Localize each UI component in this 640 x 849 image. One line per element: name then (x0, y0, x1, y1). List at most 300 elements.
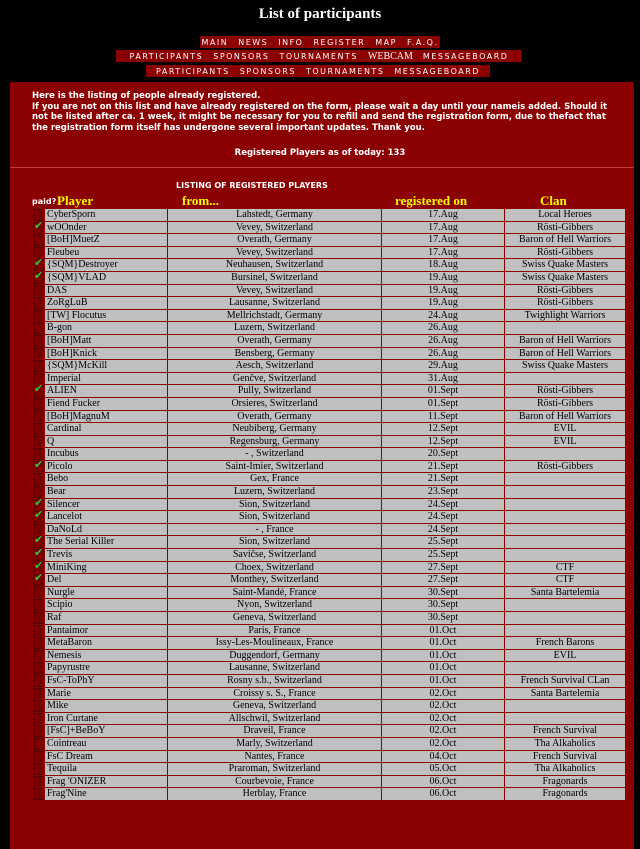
player-cell: Cardinal (45, 423, 167, 435)
paid-cell (33, 536, 44, 548)
date-cell: 21.Sept (382, 461, 504, 473)
table-row (33, 713, 625, 725)
table-row (33, 234, 625, 246)
checkmark-icon (33, 335, 44, 347)
table-row (33, 688, 625, 700)
checkmark-icon (33, 637, 44, 649)
paid-cell (33, 713, 44, 725)
date-cell: 24.Aug (382, 310, 504, 322)
nav-map[interactable]: MAP (375, 37, 397, 47)
player-cell: Tequila (45, 763, 167, 775)
player-cell: {SQM}McKill (45, 360, 167, 372)
paid-cell (33, 348, 44, 360)
player-cell: [BoH]Matt (45, 335, 167, 347)
clan-cell: Rösti-Gibbers (505, 222, 625, 234)
paid-cell (33, 738, 44, 750)
checkmark-icon (33, 423, 44, 435)
paid-cell (33, 234, 44, 246)
table-row (33, 310, 625, 322)
table-row (33, 209, 625, 221)
nav-sponsors[interactable]: SPONSORS (213, 51, 270, 61)
intro-line-1: Here is the listing of people already registered. (32, 91, 261, 101)
date-cell: 30.Sept (382, 587, 504, 599)
player-cell: FsC-ToPhY (45, 675, 167, 687)
paid-cell (33, 247, 44, 259)
table-row (33, 587, 625, 599)
clan-cell: Swiss Quake Masters (505, 360, 625, 372)
paid-cell (33, 373, 44, 385)
checkmark-icon (33, 385, 44, 397)
date-cell: 17.Aug (382, 234, 504, 246)
table-row (33, 549, 625, 561)
paid-cell (33, 411, 44, 423)
clan-cell (505, 599, 625, 611)
checkmark-icon (33, 662, 44, 674)
nav-row-3 (146, 65, 490, 77)
from-cell: Mellrichstadt, Germany (168, 310, 381, 322)
from-cell: Geneva, Switzerland (168, 612, 381, 624)
clan-cell: Rösti-Gibbers (505, 297, 625, 309)
paid-cell (33, 776, 44, 788)
paid-cell (33, 461, 44, 473)
clan-cell (505, 448, 625, 460)
table-row (33, 335, 625, 347)
paid-cell (33, 272, 44, 284)
from-cell: Choex, Switzerland (168, 562, 381, 574)
date-cell: 05.Oct (382, 763, 504, 775)
clan-cell: French Survival CLan (505, 675, 625, 687)
player-cell: DaNoLd (45, 524, 167, 536)
date-cell: 24.Sept (382, 511, 504, 523)
player-cell: Bear (45, 486, 167, 498)
from-cell: Regensburg, Germany (168, 436, 381, 448)
date-cell: 25.Sept (382, 536, 504, 548)
header-player: Player (57, 193, 94, 208)
from-cell: Nantes, France (168, 751, 381, 763)
from-cell: Duggendorf, Germany (168, 650, 381, 662)
checkmark-icon (33, 259, 44, 271)
from-cell: Lausanne, Switzerland (168, 662, 381, 674)
clan-cell (505, 549, 625, 561)
date-cell: 12.Sept (382, 423, 504, 435)
checkmark-icon (33, 700, 44, 712)
player-cell: Cointreau (45, 738, 167, 750)
table-row (33, 574, 625, 586)
paid-cell (33, 335, 44, 347)
clan-cell: Local Heroes (505, 209, 625, 221)
date-cell: 26.Aug (382, 348, 504, 360)
player-cell: Lancelot (45, 511, 167, 523)
from-cell: - , France (168, 524, 381, 536)
date-cell: 21.Sept (382, 473, 504, 485)
clan-cell: French Survival (505, 751, 625, 763)
date-cell: 19.Aug (382, 272, 504, 284)
from-cell: Overath, Germany (168, 234, 381, 246)
checkmark-icon (33, 360, 44, 372)
table-row (33, 448, 625, 460)
clan-cell: Baron of Hell Warriors (505, 335, 625, 347)
clan-cell: Baron of Hell Warriors (505, 348, 625, 360)
date-cell: 02.Oct (382, 738, 504, 750)
clan-cell (505, 612, 625, 624)
player-cell: [BoH]Knick (45, 348, 167, 360)
paid-cell (33, 310, 44, 322)
date-cell: 01.Oct (382, 650, 504, 662)
paid-cell (33, 473, 44, 485)
player-cell: Marie (45, 688, 167, 700)
checkmark-icon (33, 713, 44, 725)
date-cell: 12.Sept (382, 436, 504, 448)
date-cell: 17.Aug (382, 222, 504, 234)
player-cell: Nurgle (45, 587, 167, 599)
player-cell: MetaBaron (45, 637, 167, 649)
paid-cell (33, 524, 44, 536)
clan-cell (505, 499, 625, 511)
paid-cell (33, 285, 44, 297)
date-cell: 19.Aug (382, 285, 504, 297)
from-cell: Neuhausen, Switzerland (168, 259, 381, 271)
paid-cell (33, 549, 44, 561)
date-cell: 29.Aug (382, 360, 504, 372)
checkmark-icon (33, 763, 44, 775)
player-cell: CyberSporn (45, 209, 167, 221)
checkmark-icon (33, 322, 44, 334)
clan-cell: EVIL (505, 650, 625, 662)
paid-cell (33, 259, 44, 271)
checkmark-icon (33, 788, 44, 800)
nav-register[interactable]: REGISTER (313, 37, 366, 47)
player-cell: B-gon (45, 322, 167, 334)
clan-cell: Swiss Quake Masters (505, 259, 625, 271)
player-cell: [BoH]MagnuM (45, 411, 167, 423)
date-cell: 02.Oct (382, 713, 504, 725)
player-cell: Scipio (45, 599, 167, 611)
from-cell: Lahstedt, Germany (168, 209, 381, 221)
date-cell: 01.Sept (382, 398, 504, 410)
from-cell: Vevey, Switzerland (168, 222, 381, 234)
from-cell: Rosny s.b., Switzerland (168, 675, 381, 687)
clan-cell: French Barons (505, 637, 625, 649)
clan-cell: Rösti-Gibbers (505, 285, 625, 297)
date-cell: 24.Sept (382, 499, 504, 511)
table-row (33, 259, 625, 271)
table-row (33, 297, 625, 309)
nav-row-1 (200, 36, 440, 48)
from-cell: Lausanne, Switzerland (168, 297, 381, 309)
from-cell: Orsieres, Switzerland (168, 398, 381, 410)
clan-cell (505, 373, 625, 385)
table-row (33, 322, 625, 334)
checkmark-icon (33, 310, 44, 322)
paid-cell (33, 675, 44, 687)
checkmark-icon (33, 574, 44, 586)
table-row (33, 637, 625, 649)
table-row (33, 247, 625, 259)
from-cell: Allschwil, Switzerland (168, 713, 381, 725)
checkmark-icon (33, 348, 44, 360)
clan-cell (505, 486, 625, 498)
from-cell: Luzern, Switzerland (168, 322, 381, 334)
table-row (33, 612, 625, 624)
table-row (33, 423, 625, 435)
nav-messageboard-2[interactable]: MESSAGEBOARD (394, 66, 480, 76)
player-cell: Fleubeu (45, 247, 167, 259)
player-cell: Papyrustre (45, 662, 167, 674)
from-cell: Courbevoie, France (168, 776, 381, 788)
clan-cell (505, 625, 625, 637)
player-cell: Trevis (45, 549, 167, 561)
checkmark-icon (33, 688, 44, 700)
table-row (33, 499, 625, 511)
table-row (33, 738, 625, 750)
from-cell: Herblay, France (168, 788, 381, 800)
checkmark-icon (33, 776, 44, 788)
nav-main[interactable]: MAIN (201, 37, 229, 47)
clan-cell: Swiss Quake Masters (505, 272, 625, 284)
date-cell: 02.Oct (382, 725, 504, 737)
from-cell: Draveil, France (168, 725, 381, 737)
clan-cell: Rösti-Gibbers (505, 398, 625, 410)
checkmark-icon (33, 511, 44, 523)
paid-cell (33, 209, 44, 221)
checkmark-icon (33, 751, 44, 763)
clan-cell: EVIL (505, 423, 625, 435)
from-cell: Sion, Switzerland (168, 536, 381, 548)
date-cell: 06.Oct (382, 776, 504, 788)
checkmark-icon (33, 234, 44, 246)
player-cell: ALIEN (45, 385, 167, 397)
from-cell: Overath, Germany (168, 335, 381, 347)
date-cell: 27.Sept (382, 562, 504, 574)
clan-cell: Rösti-Gibbers (505, 461, 625, 473)
from-cell: Pully, Switzerland (168, 385, 381, 397)
paid-cell (33, 499, 44, 511)
clan-cell: Rösti-Gibbers (505, 247, 625, 259)
checkmark-icon (33, 738, 44, 750)
player-cell: Imperial (45, 373, 167, 385)
paid-cell (33, 763, 44, 775)
table-row (33, 222, 625, 234)
checkmark-icon (33, 486, 44, 498)
clan-cell: Baron of Hell Warriors (505, 411, 625, 423)
table-row (33, 625, 625, 637)
table-row (33, 763, 625, 775)
table-row (33, 272, 625, 284)
nav-webcam[interactable]: WEBCAM (367, 50, 413, 62)
clan-cell: EVIL (505, 436, 625, 448)
paid-cell (33, 448, 44, 460)
from-cell: Luzern, Switzerland (168, 486, 381, 498)
from-cell: Geneva, Switzerland (168, 700, 381, 712)
player-cell: Picolo (45, 461, 167, 473)
clan-cell: Santa Bartelemia (505, 688, 625, 700)
table-row (33, 662, 625, 674)
paid-cell (33, 360, 44, 372)
clan-cell: Santa Bartelemia (505, 587, 625, 599)
player-cell: FsC Dream (45, 751, 167, 763)
checkmark-icon (33, 650, 44, 662)
paid-cell (33, 637, 44, 649)
nav-info[interactable]: INFO (278, 37, 304, 47)
nav-news[interactable]: NEWS (238, 37, 269, 47)
player-cell: Incubus (45, 448, 167, 460)
checkmark-icon (33, 612, 44, 624)
from-cell: Overath, Germany (168, 411, 381, 423)
paid-cell (33, 751, 44, 763)
table-row (33, 675, 625, 687)
player-cell: Fiend Fucker (45, 398, 167, 410)
nav-faq[interactable]: F.A.Q. (406, 37, 439, 47)
checkmark-icon (33, 373, 44, 385)
paid-cell (33, 725, 44, 737)
paid-cell (33, 587, 44, 599)
paid-cell (33, 574, 44, 586)
date-cell: 01.Oct (382, 637, 504, 649)
checkmark-icon (33, 499, 44, 511)
header-registered: registered on (395, 193, 468, 208)
player-cell: {SQM}Destroyer (45, 259, 167, 271)
nav-tournaments[interactable]: TOURNAMENTS (279, 51, 358, 61)
date-cell: 01.Oct (382, 662, 504, 674)
clan-cell (505, 473, 625, 485)
checkmark-icon (33, 411, 44, 423)
clan-cell (505, 536, 625, 548)
player-cell: Bebo (45, 473, 167, 485)
table-row (33, 751, 625, 763)
from-cell: Aesch, Switzerland (168, 360, 381, 372)
player-cell: [TW] Flocutus (45, 310, 167, 322)
paid-cell (33, 222, 44, 234)
date-cell: 01.Oct (382, 625, 504, 637)
from-cell: Issy-Les-Moulineaux, France (168, 637, 381, 649)
page-title: List of participants (258, 6, 382, 22)
table-row (33, 373, 625, 385)
nav-tournaments-2[interactable]: TOURNAMENTS (305, 66, 385, 76)
date-cell: 30.Sept (382, 599, 504, 611)
date-cell: 02.Oct (382, 700, 504, 712)
paid-cell (33, 662, 44, 674)
from-cell: Bensberg, Germany (168, 348, 381, 360)
table-row (33, 536, 625, 548)
checkmark-icon (33, 675, 44, 687)
table-row (33, 461, 625, 473)
nav-messageboard[interactable]: MESSAGEBOARD (422, 51, 509, 61)
date-cell: 19.Aug (382, 297, 504, 309)
checkmark-icon (33, 247, 44, 259)
checkmark-icon (33, 587, 44, 599)
table-row (33, 473, 625, 485)
checkmark-icon (33, 222, 44, 234)
from-cell: Marly, Switzerland (168, 738, 381, 750)
checkmark-icon (33, 209, 44, 221)
date-cell: 11.Sept (382, 411, 504, 423)
date-cell: 20.Sept (382, 448, 504, 460)
from-cell: Paris, France (168, 625, 381, 637)
paid-cell (33, 625, 44, 637)
player-cell: MiniKing (45, 562, 167, 574)
participants-table (32, 208, 626, 801)
checkmark-icon (33, 436, 44, 448)
checkmark-icon (33, 473, 44, 485)
from-cell: Sion, Switzerland (168, 499, 381, 511)
clan-cell: Fragonards (505, 788, 625, 800)
date-cell: 31.Aug (382, 373, 504, 385)
player-cell: Raf (45, 612, 167, 624)
table-row (33, 599, 625, 611)
clan-cell (505, 322, 625, 334)
paid-cell (33, 562, 44, 574)
paid-cell (33, 385, 44, 397)
nav-participants-2[interactable]: PARTICIPANTS (156, 66, 230, 76)
paid-cell (33, 297, 44, 309)
paid-cell (33, 398, 44, 410)
player-cell: Del (45, 574, 167, 586)
table-row (33, 562, 625, 574)
date-cell: 18.Aug (382, 259, 504, 271)
paid-cell (33, 436, 44, 448)
clan-cell (505, 700, 625, 712)
table-row (33, 650, 625, 662)
table-row (33, 348, 625, 360)
table-row (33, 385, 625, 397)
table-row (33, 436, 625, 448)
nav-participants[interactable]: PARTICIPANTS (129, 51, 204, 61)
from-cell: Saint-Mandé, France (168, 587, 381, 599)
checkmark-icon (33, 398, 44, 410)
from-cell: Praroman, Switzerland (168, 763, 381, 775)
checkmark-icon (33, 448, 44, 460)
player-cell: wOOnder (45, 222, 167, 234)
table-row (33, 285, 625, 297)
nav-sponsors-2[interactable]: SPONSORS (239, 66, 296, 76)
from-cell: Monthey, Switzerland (168, 574, 381, 586)
intro-line-2: If you are not on this list and have already registered on the form, please wait a day until your nameis added. Should it not be listed after ca. 1 week, it might be necessary for you to refill and send the registration form, due to thefact that the registration form itself has undergone several important updates. Thank you. (32, 101, 608, 133)
date-cell: 25.Sept (382, 549, 504, 561)
clan-cell: Twighlight Warriors (505, 310, 625, 322)
paid-cell (33, 599, 44, 611)
clan-cell: CTF (505, 562, 625, 574)
checkmark-icon (33, 524, 44, 536)
listing-title: LISTING OF REGISTERED PLAYERS (176, 181, 328, 190)
table-row (33, 486, 625, 498)
table-row (33, 411, 625, 423)
clan-cell: Tha Alkaholics (505, 763, 625, 775)
player-cell: DAS (45, 285, 167, 297)
intro-text (32, 91, 612, 133)
player-cell: Frag 'ONIZER (45, 776, 167, 788)
from-cell: Saint-Imier, Switzerland (168, 461, 381, 473)
from-cell: Genčve, Switzerland (168, 373, 381, 385)
checkmark-icon (33, 272, 44, 284)
header-from: from... (182, 193, 219, 208)
table-row (33, 776, 625, 788)
paid-cell (33, 650, 44, 662)
paid-cell (33, 423, 44, 435)
player-cell: Mike (45, 700, 167, 712)
from-cell: Neubiberg, Germany (168, 423, 381, 435)
registered-count: Registered Players as of today: 133 (234, 148, 406, 158)
paid-cell (33, 511, 44, 523)
header-clan: Clan (540, 193, 567, 208)
from-cell: Nyon, Switzerland (168, 599, 381, 611)
player-cell: ZoRgLuB (45, 297, 167, 309)
date-cell: 24.Sept (382, 524, 504, 536)
checkmark-icon (33, 285, 44, 297)
checkmark-icon (33, 297, 44, 309)
date-cell: 27.Sept (382, 574, 504, 586)
checkmark-icon (33, 536, 44, 548)
paid-cell (33, 322, 44, 334)
